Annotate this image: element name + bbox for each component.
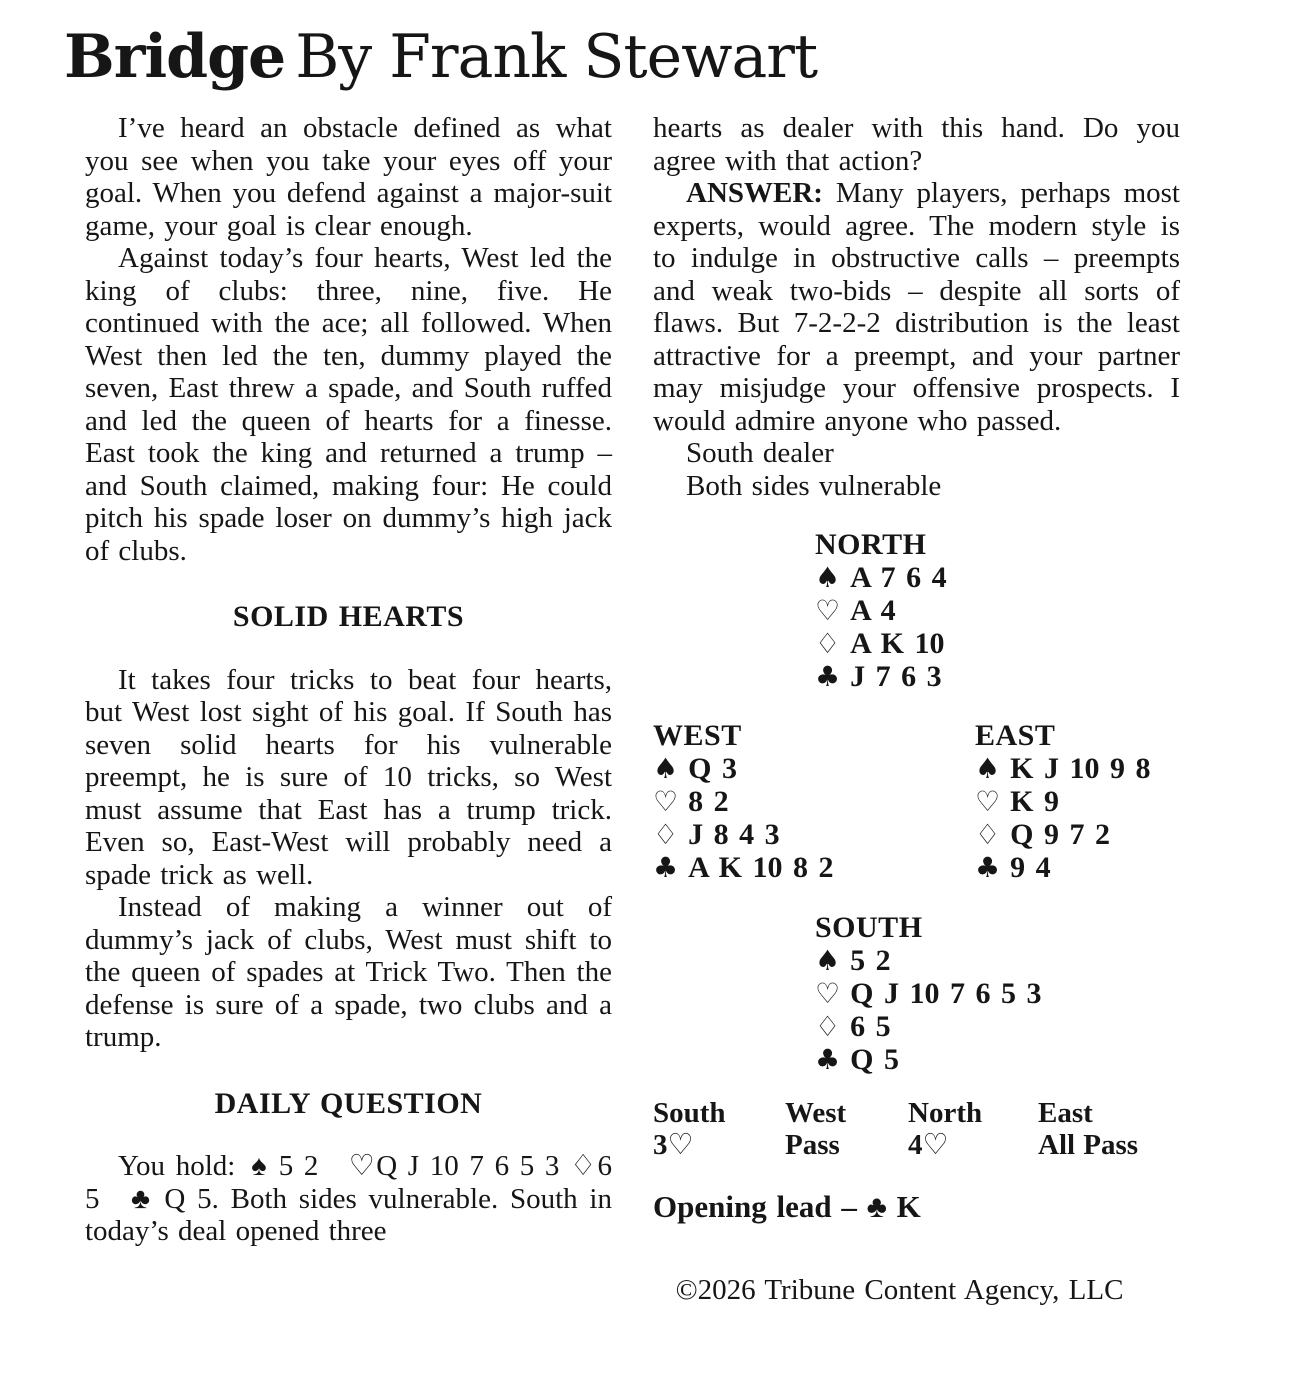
spade-icon: ♠ bbox=[653, 752, 679, 785]
east-hearts-row bbox=[975, 785, 1150, 818]
bidding-header-west: West bbox=[785, 1097, 847, 1129]
north-hearts-cards: A 4 bbox=[850, 594, 896, 627]
you-hold-paragraph: You hold: ♠ 5 2 ♡Q J 10 7 6 5 3 ♢6 5 ♣ Q 5. Both sides vulnerable. South in today’s deal opened three bbox=[85, 1150, 612, 1247]
bid-east: All Pass bbox=[1038, 1128, 1139, 1161]
vulnerability-line: Both sides vulnerable bbox=[686, 469, 942, 502]
dealer-line: South dealer bbox=[686, 437, 834, 469]
west-spades-cards: Q 3 bbox=[688, 752, 737, 785]
bid-south: 3♡ bbox=[653, 1128, 694, 1161]
heart-icon: ♡ bbox=[815, 594, 841, 627]
south-clubs-cards: Q 5 bbox=[850, 1043, 899, 1076]
copyright-line: ©2026 Tribune Content Agency, LLC bbox=[675, 1273, 1124, 1306]
south-diamonds-cards: 6 5 bbox=[850, 1010, 891, 1043]
masthead bbox=[64, 22, 818, 92]
section-heading-solid-hearts: SOLID HEARTS bbox=[232, 600, 465, 633]
diamond-icon: ♢ bbox=[815, 627, 841, 660]
west-hearts-row bbox=[653, 785, 975, 818]
bidding-table bbox=[653, 1098, 1180, 1161]
north-clubs-row bbox=[815, 660, 1180, 693]
north-diamonds-cards: A K 10 bbox=[850, 627, 945, 660]
question-continuation-paragraph: hearts as dealer with this hand. Do you agree with that action? bbox=[653, 112, 1180, 177]
east-diamonds-row bbox=[975, 818, 1150, 851]
west-hearts-cards: 8 2 bbox=[688, 785, 729, 818]
west-hand-label: WEST bbox=[653, 719, 742, 752]
east-hand bbox=[975, 719, 1150, 884]
north-spades-cards: A 7 6 4 bbox=[850, 561, 947, 594]
diamond-icon: ♢ bbox=[653, 818, 679, 851]
club-icon: ♣ bbox=[975, 851, 1001, 884]
east-clubs-cards: 9 4 bbox=[1010, 851, 1051, 884]
east-diamonds-cards: Q 9 7 2 bbox=[1010, 818, 1110, 851]
north-diamonds-row bbox=[815, 627, 1180, 660]
answer-label: ANSWER: bbox=[686, 177, 823, 209]
play-description-paragraph: Against today’s four hearts, West led the king of clubs: three, nine, five. He continued with the ace; all followed. When West then led the ten, dummy played the seven, East threw a spade, and South ruffed and led the queen of hearts for a finesse. East took the king and returned a trump – and South claimed, making four: He could pitch his spade loser on dummy’s high jack of clubs. bbox=[85, 242, 612, 567]
club-icon: ♣ bbox=[815, 660, 841, 693]
north-hand-label: NORTH bbox=[815, 528, 927, 561]
opening-lead-line: Opening lead – ♣ K bbox=[653, 1189, 921, 1224]
spade-icon: ♠ bbox=[815, 561, 841, 594]
west-hand bbox=[653, 719, 975, 884]
bid-north: 4♡ bbox=[908, 1128, 949, 1161]
north-hearts-row bbox=[815, 594, 1180, 627]
west-clubs-row bbox=[653, 851, 975, 884]
club-icon: ♣ bbox=[815, 1043, 841, 1076]
north-clubs-cards: J 7 6 3 bbox=[850, 660, 942, 693]
west-diamonds-cards: J 8 4 3 bbox=[688, 818, 780, 851]
north-spades-row bbox=[815, 561, 1180, 594]
intro-paragraph: I’ve heard an obstacle defined as what you see when you take your eyes off your goal. When you defend against a major-suit game, your goal is clear enough. bbox=[85, 112, 612, 242]
club-icon: ♣ bbox=[653, 851, 679, 884]
bidding-header-north: North bbox=[908, 1097, 983, 1129]
south-clubs-row bbox=[815, 1043, 1180, 1076]
north-hand bbox=[815, 528, 1180, 693]
south-hand bbox=[815, 911, 1180, 1076]
west-diamonds-row bbox=[653, 818, 975, 851]
analysis-paragraph: It takes four tricks to beat four hearts, but West lost sight of his goal. If South has seven solid hearts for his vulnerable preempt, he is sure of 10 tricks, so West must assume that East has a trump trick. Even so, East-West will probably need a spade trick as well. bbox=[85, 663, 612, 891]
column-title: Bridge bbox=[64, 22, 286, 92]
south-hearts-row bbox=[815, 977, 1180, 1010]
south-spades-cards: 5 2 bbox=[850, 944, 891, 977]
spade-icon: ♠ bbox=[815, 944, 841, 977]
south-spades-row bbox=[815, 944, 1180, 977]
section-heading-daily-question: DAILY QUESTION bbox=[214, 1086, 483, 1120]
heart-icon: ♡ bbox=[653, 785, 679, 818]
east-hearts-cards: K 9 bbox=[1010, 785, 1059, 818]
left-column bbox=[85, 112, 612, 1248]
diamond-icon: ♢ bbox=[975, 818, 1001, 851]
west-spades-row bbox=[653, 752, 975, 785]
heart-icon: ♡ bbox=[815, 977, 841, 1010]
spade-icon: ♠ bbox=[975, 752, 1001, 785]
east-spades-cards: K J 10 9 8 bbox=[1010, 752, 1151, 785]
bid-west: Pass bbox=[785, 1128, 840, 1161]
west-clubs-cards: A K 10 8 2 bbox=[688, 851, 834, 884]
west-east-row bbox=[653, 719, 1180, 884]
defense-paragraph: Instead of making a winner out of dummy’s jack of clubs, West must shift to the queen of spades at Trick Two. Then the defense is sure of a spade, two clubs and a trump. bbox=[85, 891, 612, 1053]
east-clubs-row bbox=[975, 851, 1150, 884]
east-hand-label: EAST bbox=[975, 719, 1056, 752]
answer-paragraph bbox=[653, 177, 1180, 437]
south-hand-label: SOUTH bbox=[815, 911, 923, 944]
east-spades-row bbox=[975, 752, 1150, 785]
south-diamonds-row bbox=[815, 1010, 1180, 1043]
right-column bbox=[653, 112, 1180, 1306]
heart-icon: ♡ bbox=[975, 785, 1001, 818]
column-byline: By Frank Stewart bbox=[295, 22, 818, 92]
answer-text: Many players, perhaps most experts, would agree. The modern style is to indulge in obstructive calls – preempts and weak two-bids – despite all sorts of flaws. But 7-2-2-2 distribution is the least attractive for a preempt, and your partner may misjudge your offensive prospects. I would admire anyone who passed. bbox=[653, 177, 1180, 437]
south-hearts-cards: Q J 10 7 6 5 3 bbox=[850, 977, 1042, 1010]
bidding-header-east: East bbox=[1038, 1097, 1093, 1129]
bidding-header-south: South bbox=[653, 1097, 726, 1129]
diamond-icon: ♢ bbox=[815, 1010, 841, 1043]
